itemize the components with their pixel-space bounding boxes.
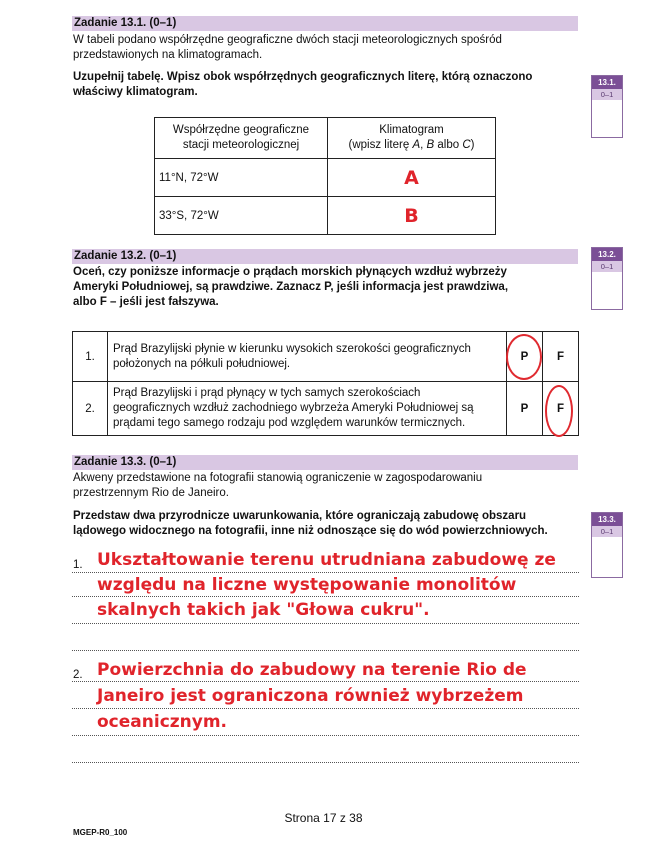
header-line: stacji meteorologicznej [182,139,300,151]
true-false-table [72,331,579,436]
instruction-line: właściwy klimatogram. [73,86,198,98]
coordinates-table [154,117,496,235]
coords-cell: 33°S, 72°W [155,197,328,235]
table-row [155,197,496,235]
statement-line: Prąd Brazylijski płynie w kierunku wysokich szerokości geograficznych [113,342,471,355]
answer-line [72,650,579,651]
score-box-13-1 [591,75,623,138]
handwritten-line: oceanicznym. [97,712,228,732]
answer-line [72,735,579,736]
table-row [155,159,496,197]
task-13-1-header: Zadanie 13.1. (0–1) [72,16,578,31]
answer-circle-f [545,385,573,437]
col-header-coords [155,118,328,159]
answer-line [72,623,579,624]
answer-cell[interactable]: A [328,159,496,197]
answer-1-number: 1. [73,559,83,571]
document-code: MGEP-R0_100 [73,828,128,837]
header-line: Klimatogram [379,124,444,136]
task-13-2-header: Zadanie 13.2. (0–1) [72,249,578,264]
handwritten-line: względu na liczne występowanie monolitów [97,575,517,595]
task-13-1-intro [73,33,502,63]
false-option[interactable]: F [543,332,579,382]
row-number: 2. [73,382,108,436]
handwritten-line: Janeiro jest ograniczona również wybrzeżem [97,686,524,706]
header-line: Współrzędne geograficzne [172,124,310,136]
handwritten-line: Ukształtowanie terenu utrudniana zabudowę ze [97,550,556,570]
false-option[interactable]: F [543,382,579,436]
statement-line: geograficznych wzdłuż zachodniego wybrzeża Ameryki Południowej są [113,402,474,414]
table-row [73,382,579,436]
instruction-line: Przedstaw dwa przyrodnicze uwarunkowania, które ograniczają zabudowę obszaru [73,510,527,522]
answer-cell[interactable]: B [328,197,496,235]
statement-line: prądami tego samego rodzaju pod względem warunków termicznych. [113,417,466,429]
instruction-line: Ameryki Południowej, są prawdziwe. Zaznacz P, jeśli informacja jest prawdziwa, [73,281,509,293]
table-row [73,332,579,382]
statement-line: Prąd Brazylijski i prąd płynący w tych samych szerokościach [113,387,421,399]
task-13-3-header: Zadanie 13.3. (0–1) [72,455,578,470]
statement-cell [108,382,507,436]
answer-circle-p [506,334,542,380]
row-number: 1. [73,332,108,382]
instruction-line: Uzupełnij tabelę. Wpisz obok współrzędnych geograficznych literę, którą oznaczono [73,71,533,83]
task-13-2-instruction [73,265,508,310]
statement-line: położonych na półkuli południowej. [113,357,291,370]
header-line: (wpisz literę A, B albo C) [348,139,475,151]
score-box-label: 13.2. [592,248,622,261]
instruction-line: lądowego widocznego na fotografii, inne niż odnoszące się do wód powierzchniowych. [73,525,548,537]
instruction-line: Oceń, czy poniższe informacje o prądach morskich płynących wzdłuż wybrzeży [73,266,507,278]
answer-2-text[interactable] [97,657,527,735]
answer-2-number: 2. [73,669,83,681]
task-13-3-intro [73,471,482,501]
handwritten-line: skalnych takich jak "Głowa cukru". [97,600,430,620]
coords-cell: 11°N, 72°W [155,159,328,197]
true-option[interactable]: P [507,382,543,436]
score-box-points: 0–1 [592,526,622,537]
instruction-line: albo F – jeśli jest fałszywa. [73,296,219,308]
intro-line: Akweny przedstawione na fotografii stanowią ograniczenie w zagospodarowaniu [73,472,483,484]
col-header-climatogram [328,118,496,159]
handwritten-line: Powierzchnia do zabudowy na terenie Rio de [97,660,527,680]
score-box-label: 13.1. [592,76,622,89]
score-box-label: 13.3. [592,513,622,526]
answer-1-text[interactable] [97,548,556,623]
intro-line: W tabeli podano współrzędne geograficzne dwóch stacji meteorologicznych spośród [73,34,502,46]
intro-line: przedstawionych na klimatogramach. [73,49,263,61]
true-option[interactable]: P [507,332,543,382]
task-13-1-instruction [73,70,532,100]
answer-line [72,762,579,763]
page-number: Strona 17 z 38 [284,811,363,825]
score-box-points: 0–1 [592,261,622,272]
intro-line: przestrzennym Rio de Janeiro. [73,487,229,499]
score-box-points: 0–1 [592,89,622,100]
score-box-13-3 [591,512,623,578]
statement-cell [108,332,507,382]
score-box-13-2 [591,247,623,310]
task-13-3-instruction [73,509,548,539]
